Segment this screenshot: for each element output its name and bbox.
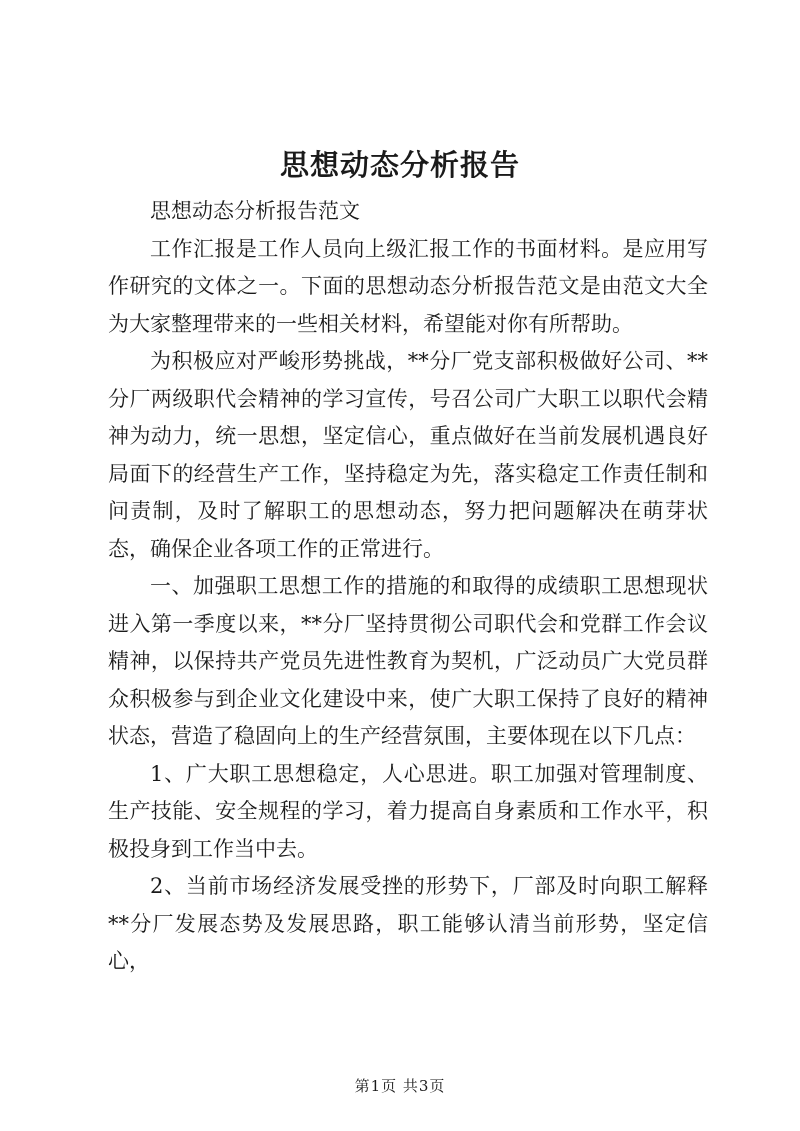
page-footer: 第1页 共3页 xyxy=(354,1077,446,1095)
paragraph-background: 为积极应对严峻形势挑战，**分厂党支部积极做好公司、**分厂两级职代会精神的学习宣传，号召公司广大职工以职代会精神为动力，统一思想，坚定信心，重点做好在当前发展机遇良好局面下的经营生产工作，坚持稳定为先，落实稳定工作责任制和问责制，及时了解职工的思想动态，努力把问题解决在萌芽状态，确保企业各项工作的正常进行。 xyxy=(108,349,708,561)
paragraph-point-two: 2、当前市场经济发展受挫的形势下，厂部及时向职工解释**分厂发展态势及发展思路，职工能够认清当前形势，坚定信心， xyxy=(108,874,708,973)
paragraph-point-one: 1、广大职工思想稳定，人心思进。职工加强对管理制度、生产技能、安全规程的学习，着力提高自身素质和工作水平，积极投身到工作当中去。 xyxy=(108,761,708,861)
document-title: 思想动态分析报告 xyxy=(279,148,520,182)
document-body xyxy=(108,193,708,981)
paragraph-intro: 工作汇报是工作人员向上级汇报工作的书面材料。是应用写作研究的文体之一。下面的思想动态分析报告范文是由范文大全为大家整理带来的一些相关材料，希望能对你有所帮助。 xyxy=(108,236,708,336)
paragraph-section-one: 一、加强职工思想工作的措施的和取得的成绩职工思想现状进入第一季度以来，**分厂坚持贯彻公司职代会和党群工作会议精神，以保持共产党员先进性教育为契机，广泛动员广大党员群众积极参与到企业文化建设中来，使广大职工保持了良好的精神状态，营造了稳固向上的生产经营氛围，主要体现在以下几点： xyxy=(108,574,708,748)
document-subtitle: 思想动态分析报告范文 xyxy=(150,199,360,223)
